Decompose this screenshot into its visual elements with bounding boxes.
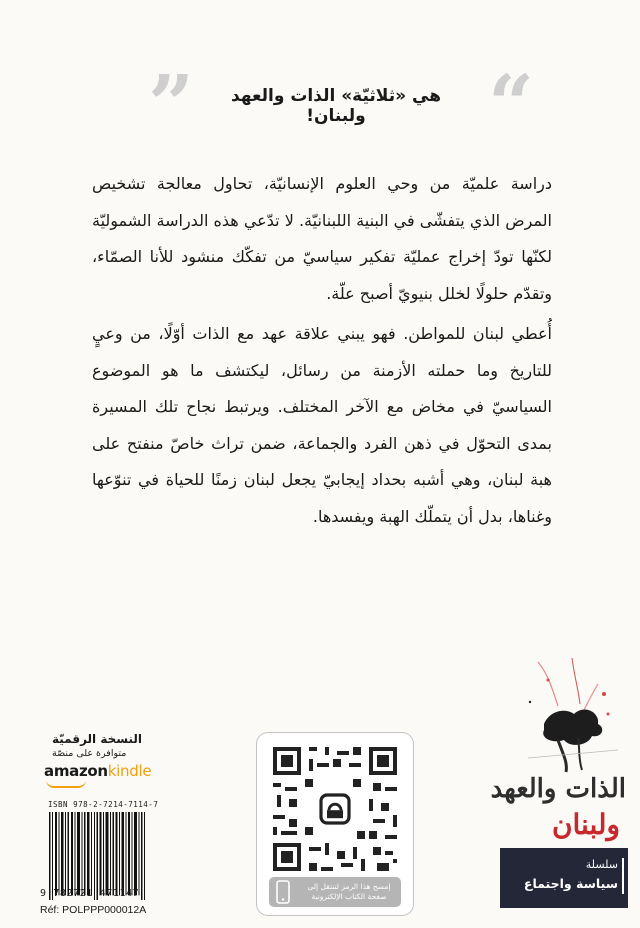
qr-instruction — [269, 877, 401, 907]
phone-icon — [275, 880, 291, 904]
open-quote-mark: “ — [488, 57, 535, 151]
ean-number: 9 782721 471147 — [40, 888, 140, 899]
qr-caption-line-1: إمسح هذا الرمز لتنتقل إلى — [307, 882, 391, 891]
ink-splash-illustration — [508, 654, 628, 774]
digital-edition-subtitle: متوافرة على منصّة — [52, 748, 127, 759]
blurb-paragraph-1: دراسة علميّة من وحي العلوم الإنسانيّة، تحاول معالجة تشخيص المرض الذي يتفشّى في البنية اللبنانيّة. لا تدّعي هذه الدراسة الشموليّة لكنّها تودّ إخراج عمليّة تفكير سياسيّ من تفكّك منشود للأنا الصمّاء، وتقدّم حلولًا لخلل بنيويّ أصبح علّة. — [92, 174, 552, 303]
series-label: سلسلة — [585, 858, 618, 871]
close-quote-mark: ” — [148, 57, 195, 151]
headline: هي «ثلاثيّة» الذات والعهد ولبنان! — [231, 86, 441, 126]
kindle-word: kindle — [107, 762, 152, 780]
amazon-smile-icon — [46, 780, 86, 788]
amazon-word: amazon — [44, 762, 108, 780]
qr-caption-line-2: صفحة الكتاب الإلكترونية — [311, 892, 387, 901]
barcode — [48, 812, 148, 900]
book-cover-thumbnail — [490, 654, 628, 914]
reference-code: Réf: POLPPP000012A — [40, 904, 147, 916]
qr-card[interactable] — [256, 732, 414, 916]
digital-edition-title: النسخة الرقميّة — [52, 732, 142, 746]
series-label-box — [500, 848, 628, 908]
blurb-text — [92, 166, 552, 539]
series-name: سياسة واجتماع — [523, 876, 618, 891]
thumbnail-title-line-1: الذات والعهد — [490, 774, 626, 804]
blurb-paragraph-2: أُعطي لبنان للمواطن. فهو يبني علاقة عهد مع الذات أوّلًا، من وعيٍ للتاريخ وما حملته الأزمنة من رسائل، ليكتشف ما هو الموضوع السياسيّ في مخاض مع الآخر المختلف. ويرتبط نجاح تلك المسيرة بمدى التحوّل في ذهن الفرد والجماعة، ضمن تراث خاصّ منفتح على هبة لبنان، وهي أشبه بحداد إيجابيّ يجعل لبنان زمنًا للحياة في تنوّعها وغناها، بدل أن يتملّك الهبة ويفسدها. — [92, 324, 552, 526]
isbn-label: ISBN 978-2-7214-7114-7 — [48, 800, 159, 809]
amazon-kindle-logo — [44, 762, 151, 780]
thumbnail-title-line-2: ولبنان — [551, 808, 620, 841]
series-divider — [622, 858, 624, 894]
digital-edition — [52, 732, 142, 759]
qr-code[interactable] — [269, 743, 401, 875]
